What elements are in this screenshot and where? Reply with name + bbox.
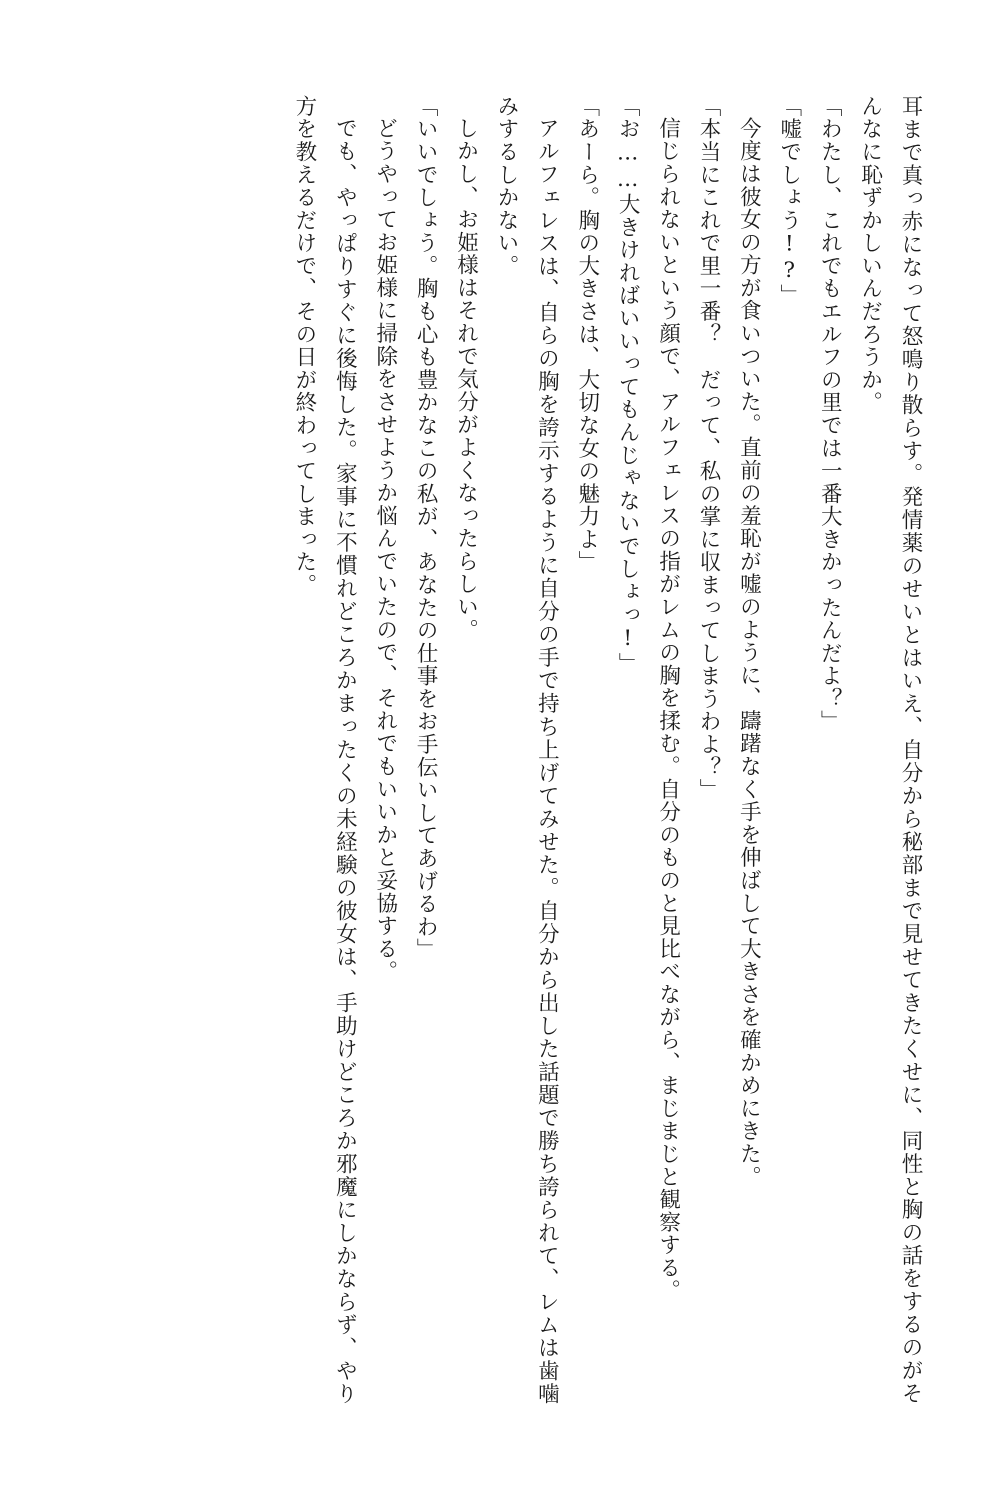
paragraph: 「本当にこれで里一番？ だって、私の掌に収まってしまうわよ？」	[695, 95, 721, 802]
paragraph: 「わたし、これでもエルフの里では一番大きかったんだよ？」	[817, 95, 843, 734]
paragraph: 「あーら。胸の大きさは、大切な女の魅力よ」	[574, 95, 600, 574]
paragraph: どうやってお姫様に掃除をさせようか悩んでいたので、それでもいいかと妥協する。	[372, 116, 398, 983]
paragraph: 「いいでしょう。胸も心も豊かなこの私が、あなたの仕事をお手伝いしてあげるわ」	[413, 95, 439, 962]
paragraph: 「お……大きければいいってもんじゃないでしょっ!」	[615, 95, 641, 676]
paragraph: でも、やっぱりすぐに後悔した。家事に不慣れどころかまったくの未経験の彼女は、手助けどころか邪魔にしかならず、やり方を教えるだけで、その日が終わってしまった。	[291, 95, 358, 1405]
paragraph: アルフェレスは、自らの胸を誇示するように自分の手で持ち上げてみせた。自分から出した話題で勝ち誇られて、レムは歯噛みするしかない。	[493, 95, 560, 1405]
paragraph: 信じられないという顔で、アルフェレスの指がレムの胸を揉む。自分のものと見比べながら、まじまじと観察する。	[655, 116, 681, 1302]
paragraph: 「嘘でしょう!?」	[776, 95, 802, 308]
paragraph: 耳まで真っ赤になって怒鳴り散らす。発情薬のせいとはいえ、自分から秘部まで見せてきたくせに、同性と胸の話をするのがそんなに恥ずかしいんだろうか。	[857, 95, 923, 1405]
paragraph: しかし、お姫様はそれで気分がよくなったらしい。	[453, 116, 479, 641]
vertical-text-body	[70, 95, 930, 1405]
paragraph: 今度は彼女の方が食いついた。直前の羞恥が嘘のように、躊躇なく手を伸ばして大きさを確かめにきた。	[736, 116, 762, 1188]
